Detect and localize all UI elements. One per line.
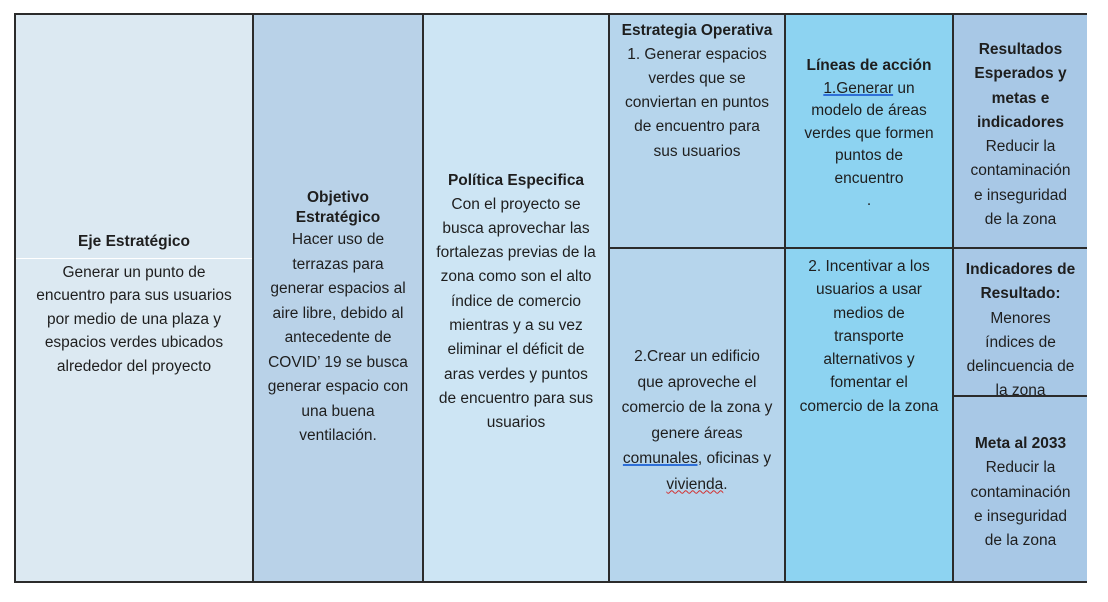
estrategia-operativa-cell-2 [610,249,784,581]
text-line: Reducir la [985,459,1056,477]
text-line: generar espacios al [270,280,406,297]
text-line: puntos de [834,147,904,164]
text-line: Objetivo [306,189,369,206]
text-line: contaminación [970,162,1071,180]
eje-divider [16,258,252,259]
text-line: Con el proyecto se [451,195,581,213]
objetivo-title [254,188,422,228]
text-line: . [866,192,872,209]
text-line: Generar un punto de [62,263,206,281]
text-line: Menores [990,309,1051,327]
text-line: modelo de áreas [811,102,927,119]
text-line: terrazas para [292,255,384,273]
grid-vline-5 [952,15,954,581]
oficinas-text: oficinas y [702,450,772,467]
text-line: busca aprovechar las [442,219,590,237]
text-line: espacios verdes ubicados [44,334,224,351]
lineas-item1-text [786,100,952,213]
text-line: e inseguridad [973,186,1068,204]
text-line: alternativos y [823,351,915,369]
meta-text [954,456,1087,553]
text-line: que aproveche el [637,373,757,391]
generar-link: 1.Generar [823,79,894,97]
vivienda-word: vivienda [666,475,724,493]
estrategia-item2-text [610,344,784,446]
eje-estrategico-cell [16,15,252,581]
text-line: zona como son el alto [440,268,592,286]
estrategia-item2-line6: vivienda. [666,475,728,493]
lineas-item1-first [786,78,952,101]
text-line: fomentar el [830,374,908,392]
text-line: alrededor del proyecto [56,357,212,375]
text-line: Estratégico [295,209,381,226]
text-line: Resultado: [980,285,1061,303]
text-line: genere áreas [651,424,743,442]
resultados-text [954,135,1087,232]
text-line: aras verdes y puntos [444,365,588,383]
text-line: 2.Crear un edificio [634,348,760,365]
comunales-word: comunales, [622,450,703,467]
politica-especifica-cell [424,15,608,581]
text-line: medios de [833,304,905,322]
text-line: Hacer uso de [291,231,385,248]
text-line: ventilación. [299,427,377,444]
text-line: 2. Incentivar a los [808,258,930,275]
text-line: aire libre, debido al [272,304,404,322]
estrategia-title: Estrategia Operativa [621,22,773,39]
text-line: comercio de la zona [799,397,939,415]
text-line: de encuentro para [634,118,760,136]
indicadores-cell [954,249,1087,395]
indicadores-title [954,258,1087,307]
politica-title: Política Especifica [447,172,585,189]
text-line: Indicadores de [965,261,1076,278]
text-line: Resultados [978,41,1063,58]
text-line: Reducir la [985,138,1056,156]
text-line: generar espacio con [267,378,409,395]
lineas-title: Líneas de acción [806,57,932,74]
text-line: eliminar el déficit de [447,341,585,359]
text-line: índices de [985,333,1056,351]
meta-title: Meta al 2033 [974,435,1067,452]
grid-hline-2 [954,395,1087,397]
lineas-accion-cell-2 [786,249,952,581]
text-line: de encuentro para sus [438,389,594,407]
text-line: usuarios [486,414,546,432]
text-line: transporte [834,327,904,345]
estrategia-item2-line5 [610,446,784,472]
text-line: la zona [995,382,1046,395]
lineas-item1-first-rest: un [893,79,915,97]
text-line: fortalezas previas de la [436,244,596,262]
text-line: antecedente de [284,329,392,346]
eje-title: Eje Estratégico [78,233,190,250]
text-line: comercio de la zona y [621,399,773,416]
text-line: una buena [301,402,375,420]
text-line: 1. Generar espacios [627,45,767,63]
text-line: indicadores [977,113,1064,131]
text-line: de la zona [984,532,1057,550]
text-line: sus usuarios [653,142,741,160]
objetivo-text [254,228,422,449]
grid-vline-3 [608,15,610,581]
politica-text [424,193,608,436]
text-line: delincuencia de [966,358,1075,376]
indicadores-text [954,307,1087,395]
lineas-item2-text [786,255,952,418]
resultados-cell [954,15,1087,247]
text-line: verdes que se [648,69,746,87]
text-line: índice de comercio [450,292,582,310]
meta-cell [954,397,1087,581]
text-line: conviertan en puntos [625,94,769,112]
text-line: mientras y a su vez [449,316,583,334]
grid-vline-4 [784,15,786,581]
text-line: Esperados y [974,65,1067,83]
lineas-accion-cell-1 [786,15,952,247]
text-line: metas e [991,89,1050,107]
text-line: contaminación [970,483,1071,501]
eje-text [16,261,252,379]
text-line: encuentro [834,169,904,187]
text-line: usuarios a usar [816,281,922,299]
strategy-table [14,13,1087,583]
text-line: e inseguridad [973,507,1068,525]
resultados-title [954,38,1087,135]
estrategia-operativa-cell-1 [610,15,784,247]
text-line: encuentro para sus usuarios [36,287,232,304]
text-line: verdes que formen [804,124,934,142]
text-line: por medio de una plaza y [46,310,222,328]
grid-hline-1 [610,247,1087,249]
objetivo-estrategico-cell [254,15,422,581]
text-line: de la zona [984,211,1057,229]
grid-vline-1 [252,15,254,581]
estrategia-item1-text [610,43,784,164]
text-line: COVID’ 19 se busca [268,353,408,371]
grid-vline-2 [422,15,424,581]
